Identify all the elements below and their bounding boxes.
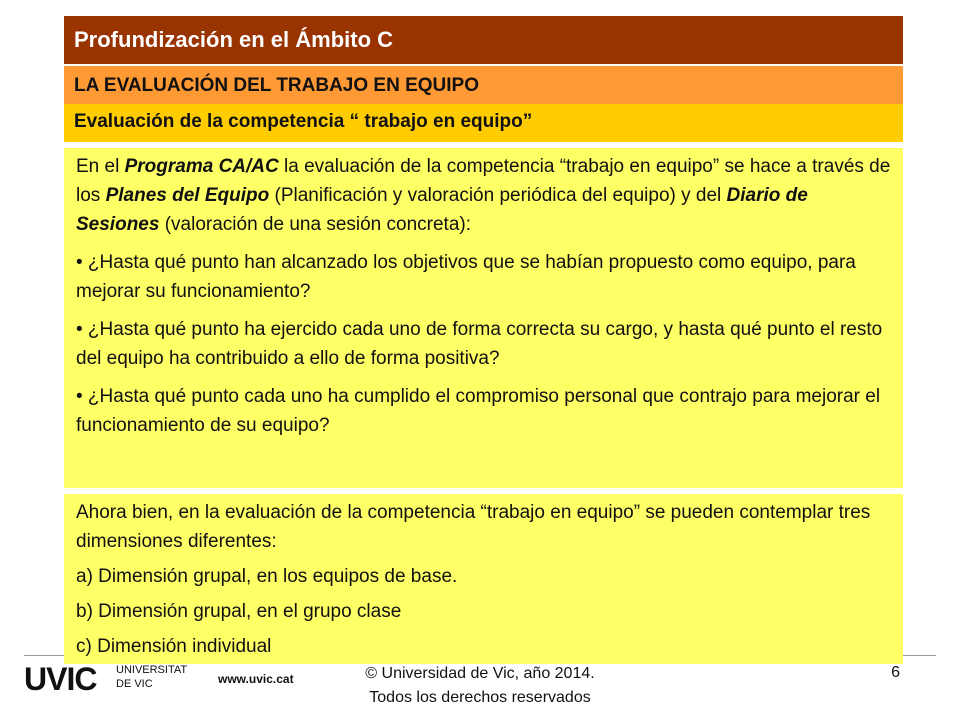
logo-letters: UVIC (24, 661, 97, 694)
diario-name: Diario de Sesiones (76, 185, 808, 235)
slide-title: Profundización en el Ámbito C (64, 16, 903, 64)
intro-text: la evaluación de la competencia “trabajo en equipo” se hace a través de los (76, 156, 891, 206)
page-number: 6 (891, 664, 900, 681)
logo-line-2: DE VIC (116, 678, 153, 690)
planes-name: Planes del Equipo (105, 185, 270, 206)
intro-text: (Planificación y valoración periódica del equipo) y del (269, 185, 727, 206)
intro-paragraph (76, 152, 891, 239)
dimension-item: a) Dimensión grupal, en los equipos de base. (76, 566, 458, 587)
logo-line-1: UNIVERSITAT (116, 664, 188, 676)
section-heading: Evaluación de la competencia “ trabajo en equipo” (64, 104, 903, 142)
copyright-line: © Universidad de Vic, año 2014. (365, 665, 595, 682)
dimensiones-intro: Ahora bien, en la evaluación de la competencia “trabajo en equipo” se pueden contemplar tres dimensiones diferentes: (76, 502, 871, 552)
slide-subtitle: LA EVALUACIÓN DEL TRABAJO EN EQUIPO (64, 66, 903, 104)
programa-name: Programa CA/AC (124, 156, 279, 177)
intro-text: En el (76, 156, 125, 177)
dimension-item: b) Dimensión grupal, en el grupo clase (76, 601, 402, 622)
content-box-dimensiones (64, 494, 903, 664)
bullet-question: • ¿Hasta qué punto han alcanzado los objetivos que se habían propuesto como equipo, para mejorar su funcionamiento? (76, 252, 856, 302)
footer-rule-right (903, 655, 936, 656)
dimension-item: c) Dimensión individual (76, 636, 272, 657)
bullet-question: • ¿Hasta qué punto cada uno ha cumplido el compromiso personal que contrajo para mejorar el funcionamiento de su equipo? (76, 386, 881, 436)
content-box-programa (64, 148, 903, 488)
intro-text: (valoración de una sesión concreta): (159, 214, 471, 235)
uvic-logo (24, 660, 214, 694)
website-link[interactable]: www.uvic.cat (218, 672, 294, 686)
copyright-notice (330, 662, 630, 710)
bullet-question: • ¿Hasta qué punto ha ejercido cada uno de forma correcta su cargo, y hasta qué punto el resto del equipo ha contribuido a ello de forma positiva? (76, 319, 883, 369)
footer-rule-left (24, 655, 64, 656)
copyright-line: Todos los derechos reservados (369, 689, 591, 706)
